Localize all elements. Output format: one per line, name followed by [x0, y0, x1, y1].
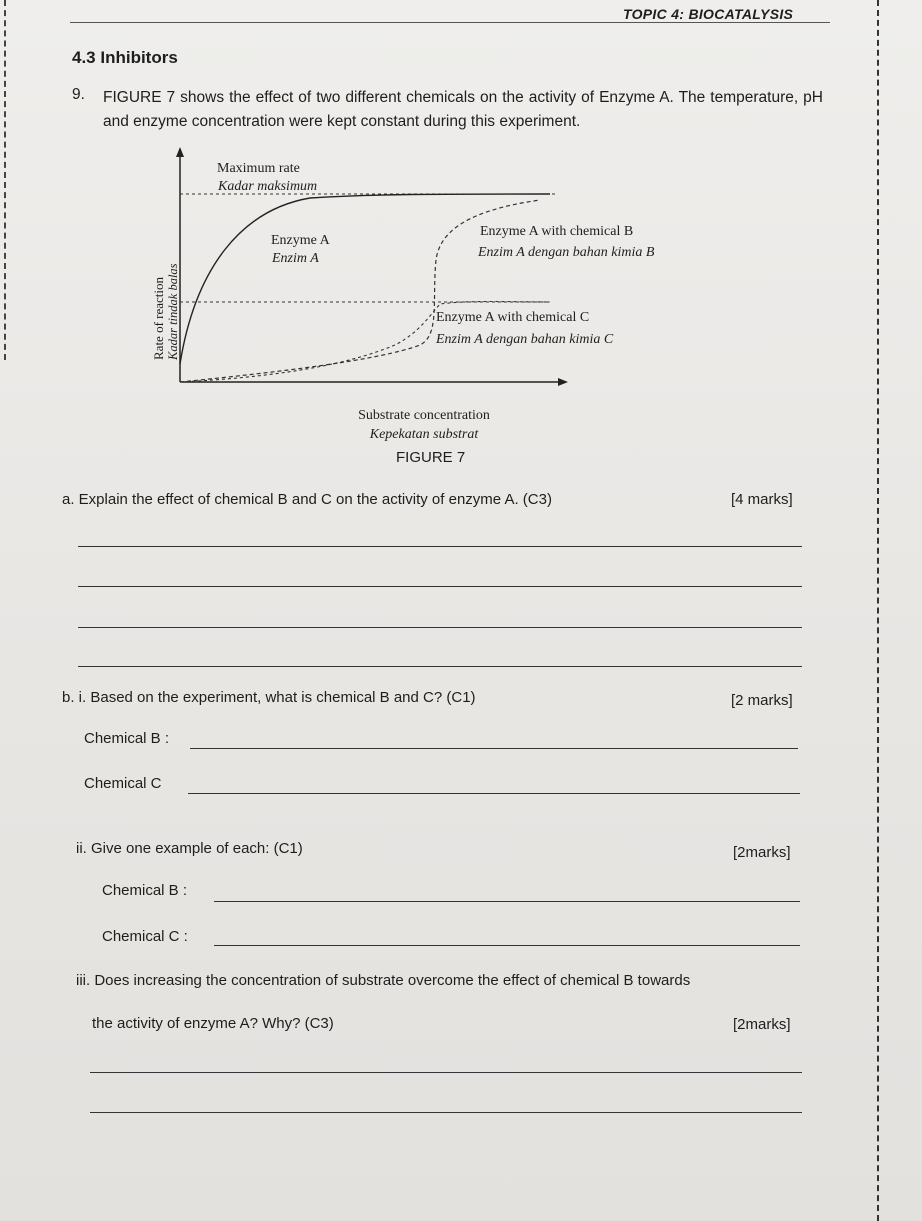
chemical-c-example-line[interactable]	[214, 945, 800, 946]
answer-line[interactable]	[78, 627, 802, 628]
part-b-iii-question-line-1: iii. Does increasing the concentration of substrate overcome the effect of chemical B towards	[76, 972, 691, 989]
section-title: 4.3 Inhibitors	[72, 48, 178, 67]
part-b-i-marks: [2 marks]	[731, 692, 793, 709]
chemical-b-answer-line[interactable]	[190, 748, 798, 749]
part-b-i-question: b. i. Based on the experiment, what is chemical B and C? (C1)	[62, 689, 476, 706]
part-b-iii-marks: [2marks]	[733, 1016, 791, 1033]
answer-line[interactable]	[90, 1072, 802, 1073]
answer-line[interactable]	[78, 546, 802, 547]
topic-header: TOPIC 4: BIOCATALYSIS	[623, 6, 794, 22]
question-text: FIGURE 7 shows the effect of two different chemicals on the activity of Enzyme A. The temperature, pH and enzyme concentration were kept constant during this experiment.	[103, 89, 823, 130]
part-b-iii-question-line-2: the activity of enzyme A? Why? (C3)	[92, 1015, 334, 1032]
answer-line[interactable]	[78, 586, 802, 587]
curve-a-label-en: Enzyme A	[271, 233, 330, 248]
part-a-marks: [4 marks]	[731, 491, 793, 508]
y-axis-label-en: Rate of reaction	[151, 276, 166, 360]
curve-c-label-ms: Enzim A dengan bahan kimia C	[436, 332, 614, 347]
part-a-question: a. Explain the effect of chemical B and C on the activity of enzyme A. (C3)	[62, 491, 552, 508]
part-b-ii-chemical-c-label: Chemical C :	[102, 928, 188, 945]
chemical-b-example-line[interactable]	[214, 901, 800, 902]
figure-caption: FIGURE 7	[396, 449, 466, 466]
chemical-c-answer-line[interactable]	[188, 793, 800, 794]
answer-line[interactable]	[90, 1112, 802, 1113]
margin-dashed-line-right	[877, 0, 879, 1221]
part-b-i-chemical-c-label: Chemical C	[84, 775, 162, 792]
question-number: 9.	[72, 86, 85, 103]
y-axis-label-ms: Kadar tindak balas	[166, 263, 180, 360]
x-axis-arrow	[558, 378, 568, 386]
curve-b-label-en: Enzyme A with chemical B	[480, 224, 634, 239]
curve-a-label-ms: Enzim A	[272, 251, 319, 266]
header-rule	[70, 22, 830, 23]
max-rate-label-en: Maximum rate	[217, 161, 300, 176]
max-rate-label-ms: Kadar maksimum	[218, 179, 318, 194]
part-b-ii-chemical-b-label: Chemical B :	[102, 882, 188, 899]
x-axis-label-ms: Kepekatan substrat	[369, 427, 479, 442]
figure-7-graph	[140, 140, 700, 445]
part-b-ii-marks: [2marks]	[733, 844, 791, 861]
curve-b-label-ms: Enzim A dengan bahan kimia B	[478, 245, 655, 260]
x-axis-label-en: Substrate concentration	[358, 408, 490, 423]
margin-dashed-line-left	[4, 0, 6, 360]
curve-c-label-en: Enzyme A with chemical C	[436, 310, 590, 325]
answer-line[interactable]	[78, 666, 802, 667]
part-b-i-chemical-b-label: Chemical B :	[84, 730, 170, 747]
y-axis-arrow	[176, 147, 184, 157]
part-b-ii-question: ii. Give one example of each: (C1)	[76, 840, 303, 857]
